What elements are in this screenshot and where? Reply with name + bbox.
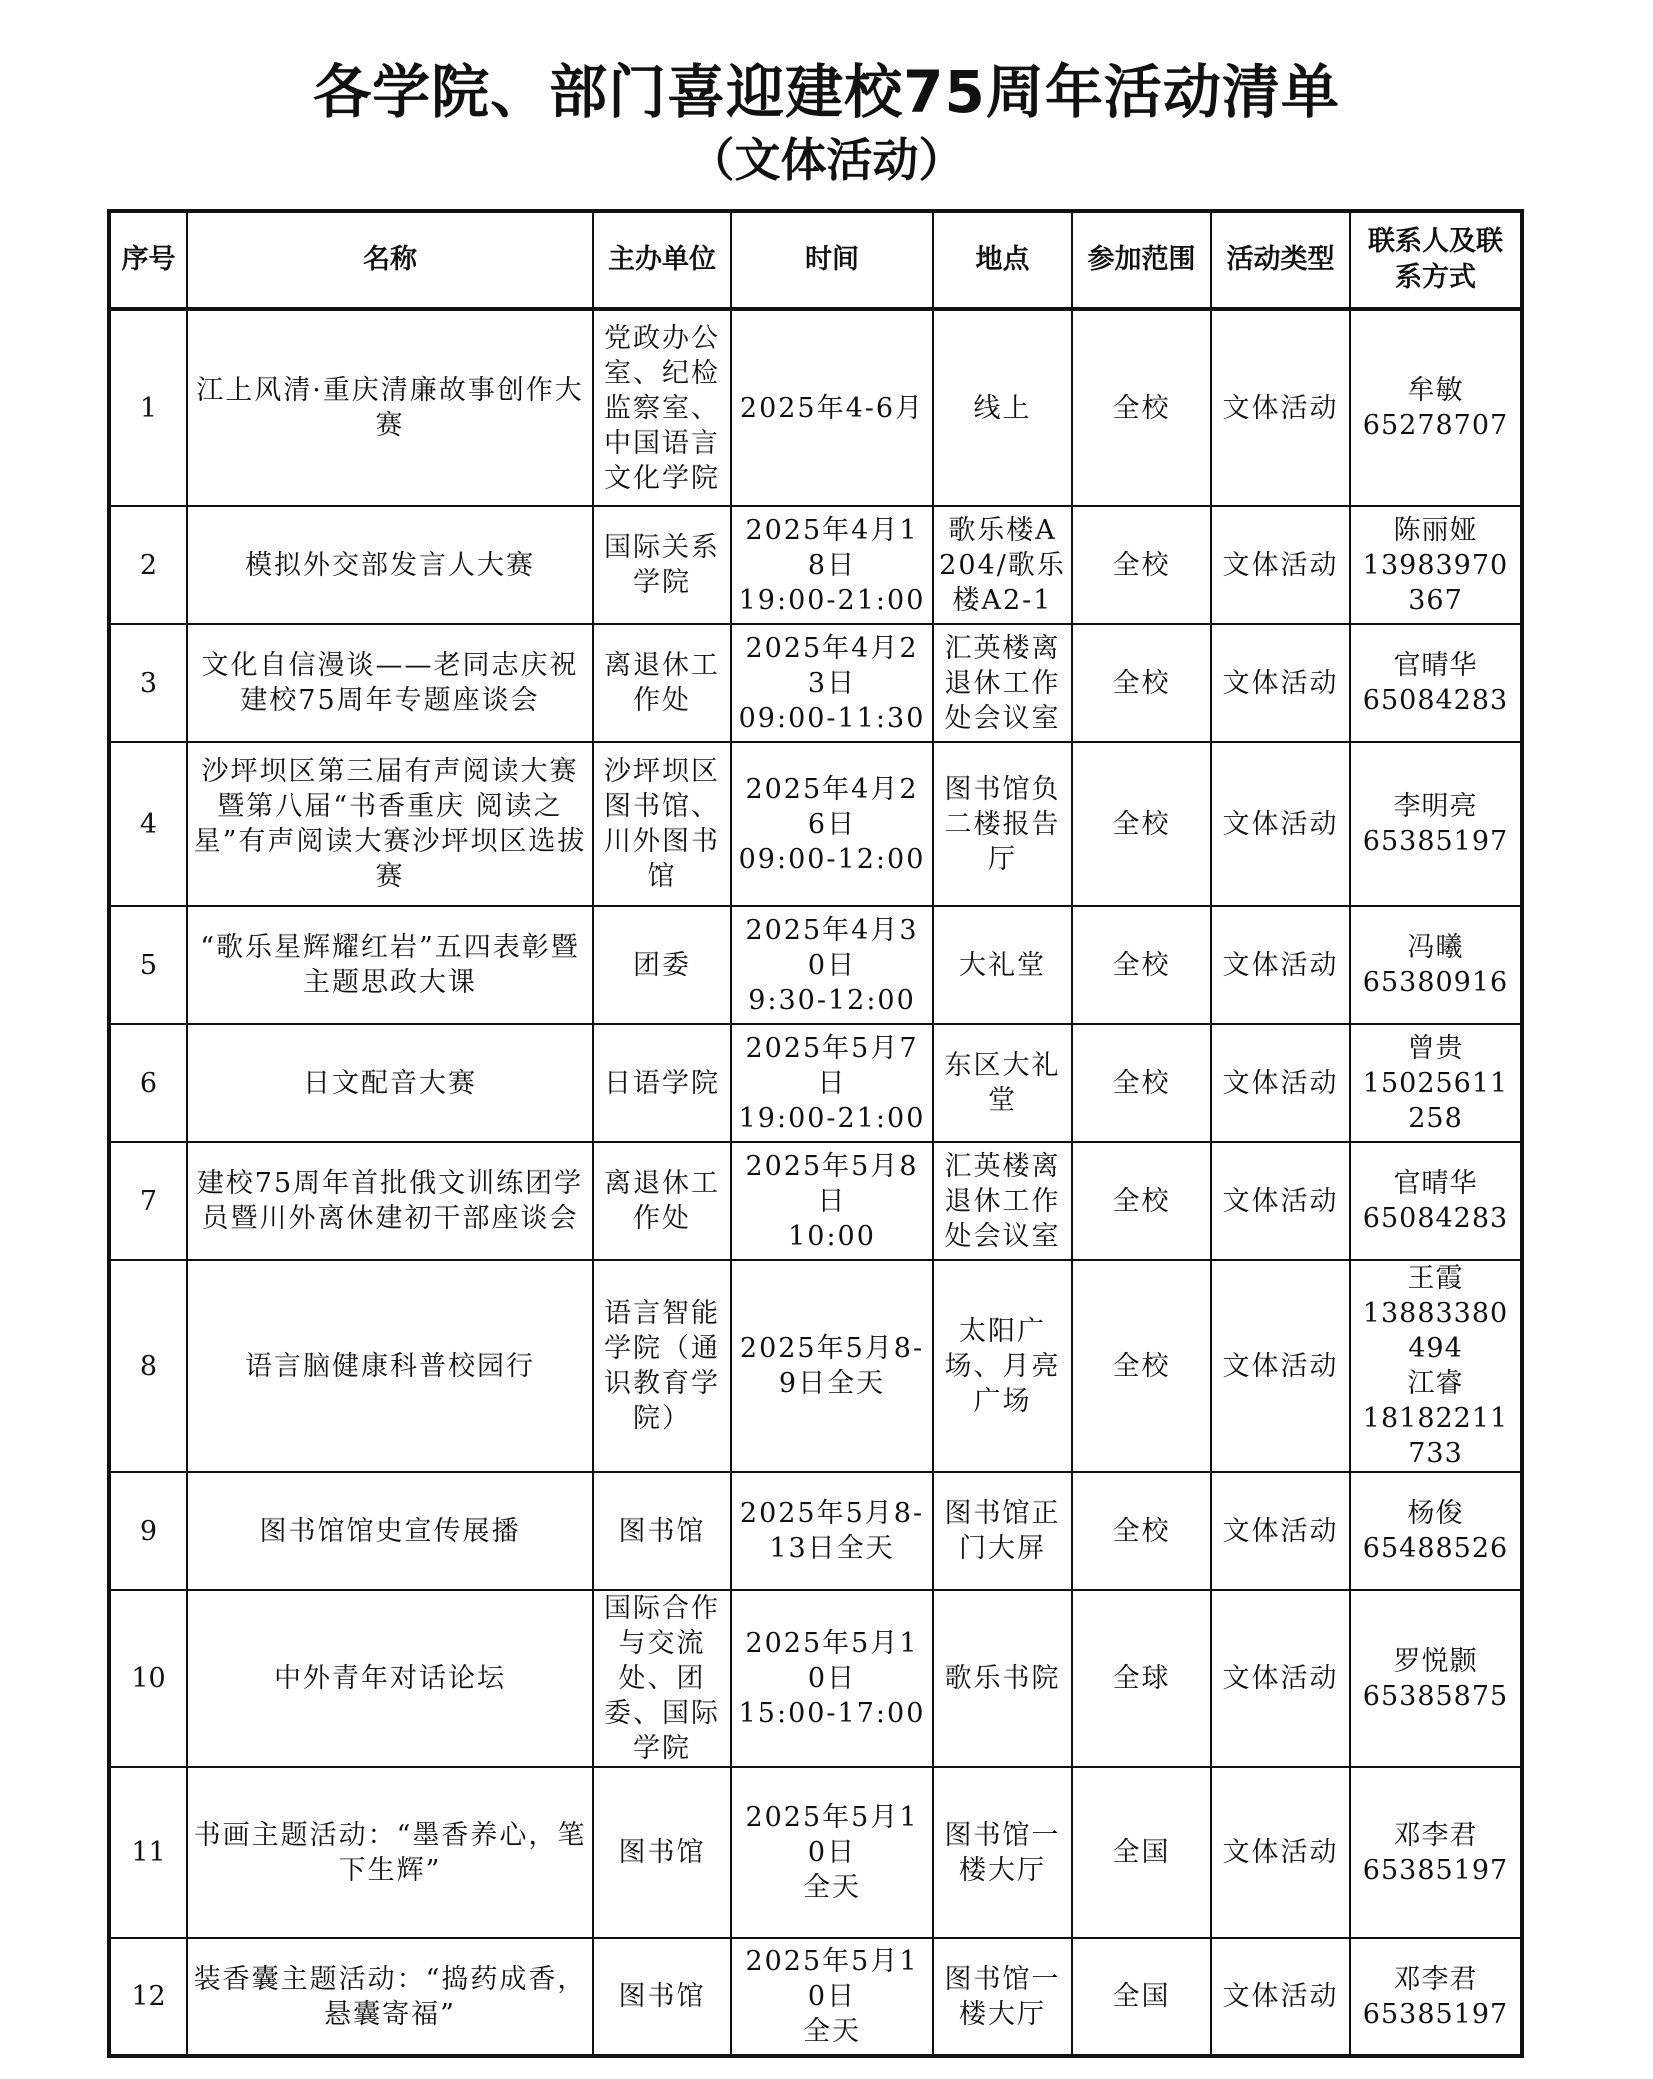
cell-scope: 全国 [1072,1767,1211,1938]
cell-place: 图书馆负二楼报告厅 [933,742,1072,906]
cell-seq: 4 [109,742,187,906]
table-row [109,1260,1522,1472]
cell-contact-line: 官晴华 [1393,650,1478,681]
cell-contact [1350,624,1522,742]
table-header [109,211,1522,309]
cell-seq: 1 [109,309,187,506]
cell-contact-line: 王霞 [1407,1263,1464,1294]
cell-host: 图书馆 [593,1472,731,1590]
cell-type: 文体活动 [1211,624,1350,742]
cell-place: 歌乐楼A204/歌乐楼A2-1 [933,506,1072,624]
cell-contact [1350,309,1522,506]
cell-name: 日文配音大赛 [187,1024,593,1142]
cell-time-line: 09:00-11:30 [738,702,926,734]
cell-contact [1350,1260,1522,1472]
cell-time-line: 2025年5月8-9日全天 [739,1333,925,1399]
cell-seq: 2 [109,506,187,624]
cell-contact-line: 65084283 [1362,1203,1509,1234]
cell-type: 文体活动 [1211,309,1350,506]
cell-time-line: 2025年5月10日 [745,1628,919,1694]
cell-host: 图书馆 [593,1938,731,2056]
cell-scope: 全校 [1072,506,1211,624]
table-row [109,1024,1522,1142]
cell-time-line: 19:00-21:00 [738,584,926,616]
cell-time [731,1938,933,2056]
cell-time [731,624,933,742]
cell-host: 日语学院 [593,1024,731,1142]
cell-scope: 全校 [1072,742,1211,906]
activity-table [107,209,1524,2058]
table-row [109,1938,1522,2056]
cell-time [731,506,933,624]
cell-place: 图书馆一楼大厅 [933,1767,1072,1938]
cell-time-line: 2025年5月7日 [745,1032,919,1099]
cell-time-line: 2025年5月10日 [745,1802,919,1868]
cell-seq: 12 [109,1938,187,2056]
cell-place: 太阳广场、月亮广场 [933,1260,1072,1472]
header-scope: 参加范围 [1072,211,1211,309]
cell-type: 文体活动 [1211,1590,1350,1767]
cell-time [731,1142,933,1260]
cell-contact-line: 65084283 [1362,685,1509,716]
cell-contact-line: 65385875 [1362,1680,1509,1712]
cell-scope: 全校 [1072,1142,1211,1260]
cell-type: 文体活动 [1211,1142,1350,1260]
cell-name: 文化自信漫谈——老同志庆祝建校75周年专题座谈会 [187,624,593,742]
cell-name: 装香囊主题活动：“捣药成香，悬囊寄福” [187,1938,593,2056]
cell-name: 语言脑健康科普校园行 [187,1260,593,1472]
page-title: 各学院、部门喜迎建校75周年活动清单 [313,58,1340,126]
cell-seq: 5 [109,906,187,1024]
cell-time [731,906,933,1024]
cell-time-line: 2025年4月26日 [745,773,919,840]
cell-seq: 7 [109,1142,187,1260]
cell-contact-line: 罗悦颢 [1393,1645,1478,1677]
cell-time-line: 19:00-21:00 [738,1102,926,1134]
cell-seq: 9 [109,1472,187,1590]
cell-time [731,1767,933,1938]
cell-contact-line: 曾贵 [1407,1032,1464,1064]
cell-contact-line: 65385197 [1362,1854,1509,1886]
cell-time-line: 2025年4月30日 [745,914,919,981]
cell-contact-line: 李明亮 [1393,791,1478,822]
cell-contact [1350,1472,1522,1590]
cell-scope: 全校 [1072,624,1211,742]
cell-place: 图书馆正门大屏 [933,1472,1072,1590]
cell-scope: 全校 [1072,1260,1211,1472]
cell-scope: 全校 [1072,1024,1211,1142]
table-row [109,1767,1522,1938]
cell-host: 国际合作与交流处、团委、国际学院 [593,1590,731,1767]
cell-contact-line: 18182211733 [1362,1403,1509,1469]
table-row [109,506,1522,624]
table-row [109,1472,1522,1590]
cell-time-line: 2025年4月23日 [745,632,919,699]
header-contact: 联系人及联系方式 [1350,211,1522,309]
cell-scope: 全校 [1072,906,1211,1024]
cell-host: 语言智能学院（通识教育学院） [593,1260,731,1472]
cell-name: “歌乐星辉耀红岩”五四表彰暨主题思政大课 [187,906,593,1024]
cell-contact [1350,742,1522,906]
cell-name: 中外青年对话论坛 [187,1590,593,1767]
cell-host: 党政办公室、纪检监察室、中国语言文化学院 [593,309,731,506]
cell-contact-line: 江睿 [1407,1368,1464,1399]
cell-scope: 全国 [1072,1938,1211,2056]
cell-contact-line: 邓李君 [1393,1963,1478,1995]
cell-place: 汇英楼离退休工作处会议室 [933,1142,1072,1260]
cell-seq: 3 [109,624,187,742]
cell-host: 团委 [593,906,731,1024]
header-type: 活动类型 [1211,211,1350,309]
cell-time-line: 15:00-17:00 [738,1698,926,1729]
cell-type: 文体活动 [1211,906,1350,1024]
header-name: 名称 [187,211,593,309]
cell-contact-line: 冯曦 [1407,932,1464,963]
cell-time-line: 10:00 [788,1220,876,1252]
cell-time-line: 9:30-12:00 [748,984,916,1016]
cell-host: 沙坪坝区图书馆、川外图书馆 [593,742,731,906]
cell-contact [1350,506,1522,624]
cell-seq: 6 [109,1024,187,1142]
cell-type: 文体活动 [1211,1024,1350,1142]
cell-type: 文体活动 [1211,1767,1350,1938]
header-time: 时间 [731,211,933,309]
cell-host: 图书馆 [593,1767,731,1938]
cell-contact-line: 陈丽娅 [1393,514,1478,546]
cell-name: 模拟外交部发言人大赛 [187,506,593,624]
cell-time [731,1260,933,1472]
cell-type: 文体活动 [1211,506,1350,624]
cell-scope: 全校 [1072,1472,1211,1590]
cell-scope: 全球 [1072,1590,1211,1767]
cell-contact [1350,1024,1522,1142]
cell-name: 建校75周年首批俄文训练团学员暨川外离休建初干部座谈会 [187,1142,593,1260]
cell-host: 离退休工作处 [593,1142,731,1260]
cell-time [731,1590,933,1767]
cell-place: 大礼堂 [933,906,1072,1024]
cell-contact [1350,906,1522,1024]
table-row [109,906,1522,1024]
cell-time-line: 2025年4月18日 [745,514,919,581]
cell-type: 文体活动 [1211,1260,1350,1472]
cell-seq: 11 [109,1767,187,1938]
cell-time-line: 2025年5月10日 [745,1946,919,2012]
cell-time-line: 2025年5月8-13日全天 [739,1498,925,1564]
cell-place: 歌乐书院 [933,1590,1072,1767]
cell-time-line: 2025年4-6月 [739,392,925,424]
table-row [109,1590,1522,1767]
cell-contact-line: 65385197 [1362,1998,1509,2030]
header-seq: 序号 [109,211,187,309]
cell-contact [1350,1938,1522,2056]
cell-type: 文体活动 [1211,1472,1350,1590]
cell-time [731,1024,933,1142]
cell-contact [1350,1590,1522,1767]
cell-contact-line: 65278707 [1362,410,1509,441]
page-subtitle: （文体活动） [688,133,965,187]
cell-time-line: 09:00-12:00 [738,843,926,875]
table-row [109,742,1522,906]
cell-name: 书画主题活动：“墨香养心，笔下生辉” [187,1767,593,1938]
cell-seq: 8 [109,1260,187,1472]
cell-contact-line: 65488526 [1362,1533,1509,1564]
cell-contact-line: 15025611258 [1362,1067,1509,1134]
cell-name: 江上风清·重庆清廉故事创作大赛 [187,309,593,506]
cell-contact-line: 13883380494 [1362,1298,1509,1364]
cell-type: 文体活动 [1211,1938,1350,2056]
cell-place: 图书馆一楼大厅 [933,1938,1072,2056]
cell-time-line: 全天 [803,1872,861,1903]
header-host: 主办单位 [593,211,731,309]
table-row [109,1142,1522,1260]
cell-contact-line: 13983970367 [1362,549,1509,616]
cell-time-line: 2025年5月8日 [745,1150,919,1217]
cell-place: 东区大礼堂 [933,1024,1072,1142]
cell-contact-line: 杨俊 [1407,1498,1464,1529]
cell-time [731,309,933,506]
cell-host: 国际关系学院 [593,506,731,624]
cell-time-line: 全天 [803,2016,861,2047]
table-row [109,624,1522,742]
cell-name: 沙坪坝区第三届有声阅读大赛暨第八届“书香重庆 阅读之星”有声阅读大赛沙坪坝区选拔赛 [187,742,593,906]
cell-seq: 10 [109,1590,187,1767]
cell-contact-line: 官晴华 [1393,1168,1478,1199]
header-place: 地点 [933,211,1072,309]
table-body [109,309,1522,2056]
cell-contact-line: 邓李君 [1393,1819,1478,1851]
cell-place: 汇英楼离退休工作处会议室 [933,624,1072,742]
cell-host: 离退休工作处 [593,624,731,742]
cell-contact [1350,1767,1522,1938]
cell-contact-line: 65380916 [1362,967,1509,998]
header-row [109,211,1522,309]
table-row [109,309,1522,506]
cell-contact [1350,1142,1522,1260]
cell-contact-line: 65385197 [1362,826,1509,857]
cell-time [731,1472,933,1590]
cell-scope: 全校 [1072,309,1211,506]
cell-type: 文体活动 [1211,742,1350,906]
cell-place: 线上 [933,309,1072,506]
cell-contact-line: 牟敏 [1407,375,1464,406]
cell-name: 图书馆馆史宣传展播 [187,1472,593,1590]
cell-time [731,742,933,906]
